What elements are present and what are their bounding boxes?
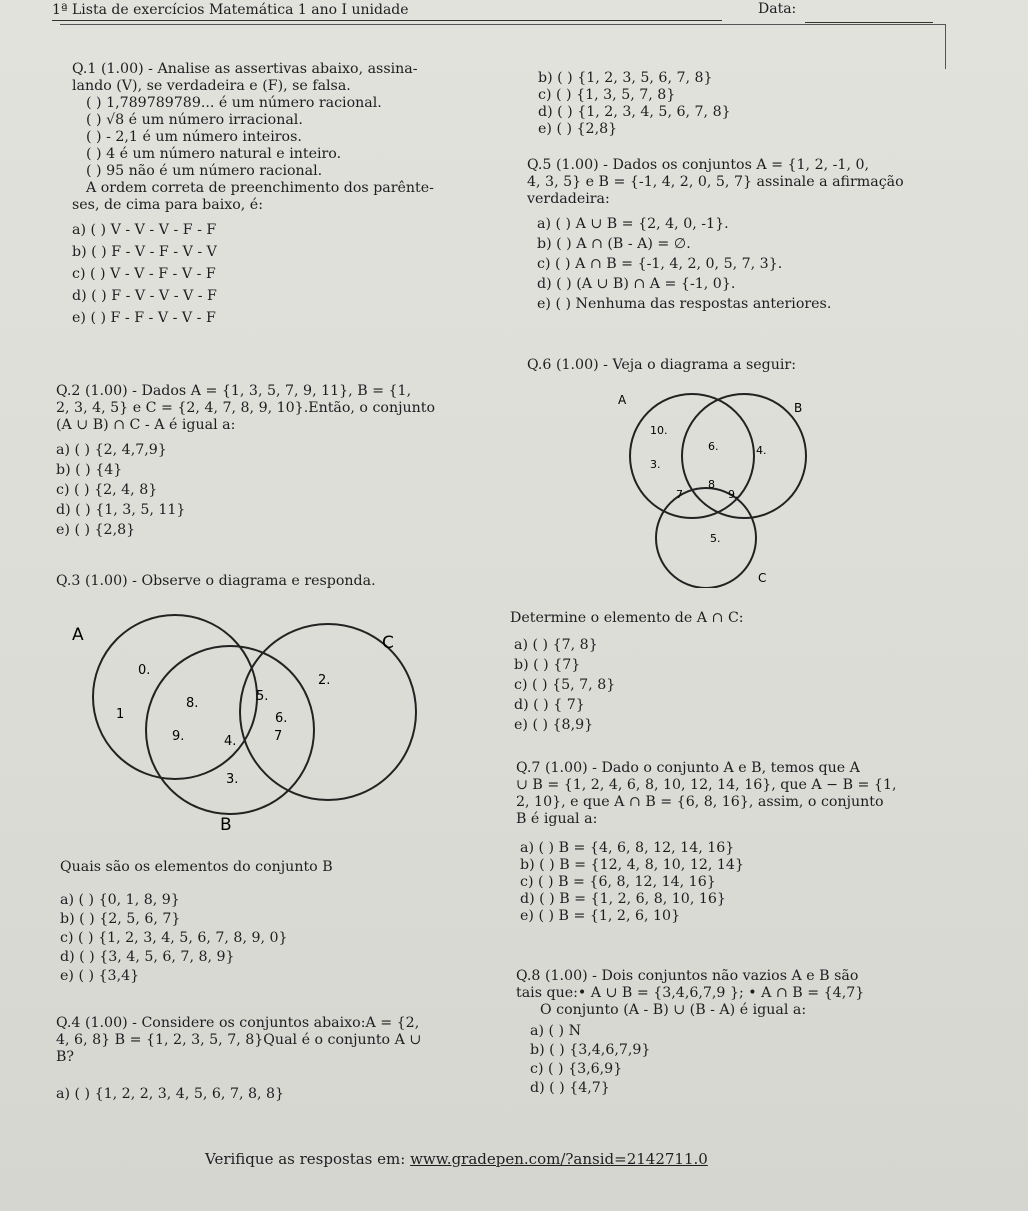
footer-text: Verifique as respostas em: [205, 1150, 411, 1168]
q7-option-c[interactable]: c) ( ) B = {6, 8, 12, 14, 16} [520, 874, 716, 890]
q6-option-d[interactable]: d) ( ) { 7} [514, 697, 585, 713]
q1-assertion: ( ) 1,789789789... é um número racional. [86, 95, 382, 111]
q8-option-c[interactable]: c) ( ) {3,6,9} [530, 1061, 623, 1077]
q2-option-c[interactable]: c) ( ) {2, 4, 8} [56, 482, 158, 498]
q4-option-a[interactable]: a) ( ) {1, 2, 2, 3, 4, 5, 6, 7, 8, 8} [56, 1086, 285, 1102]
q2-line: 2, 3, 4, 5} e C = {2, 4, 7, 8, 9, 10}.Então, o conjunto [56, 400, 436, 416]
q1-line: lando (V), se verdadeira e (F), se falsa. [72, 78, 351, 94]
question-3 [56, 573, 376, 590]
q5-line: 4, 3, 5} e B = {-1, 4, 2, 0, 5, 7} assinale a afirmação [527, 174, 904, 190]
q1-option-e2[interactable]: e) ( ) {2,8} [538, 121, 618, 137]
q1-option-a[interactable]: a) ( ) V - V - V - F - F [72, 222, 217, 238]
q2-line: (A ∪ B) ∩ C - A é igual a: [56, 417, 236, 433]
element-label: 7 [676, 488, 683, 501]
element-label: 8. [186, 696, 199, 711]
question-8 [516, 968, 996, 1097]
element-label: 10. [650, 424, 668, 437]
q7-line: ∪ B = {1, 2, 4, 6, 8, 10, 12, 14, 16}, que A − B = {1, [516, 777, 897, 793]
q1-line: Q.1 (1.00) - Analise as assertivas abaixo, assina- [72, 61, 418, 77]
element-label: 2. [318, 673, 331, 688]
q6-venn-diagram [608, 388, 828, 588]
question-5 [527, 157, 997, 313]
question-1-continued [538, 70, 958, 138]
set-a-circle [93, 615, 257, 779]
q7-option-b[interactable]: b) ( ) B = {12, 4, 8, 10, 12, 14} [520, 857, 744, 873]
q4-line: Q.4 (1.00) - Considere os conjuntos abaixo:A = {2, [56, 1015, 420, 1031]
q7-line: B é igual a: [516, 811, 598, 827]
q1-assertion: ( ) - 2,1 é um número inteiros. [86, 129, 302, 145]
element-label: 0. [138, 663, 151, 678]
element-label: 9. [728, 488, 739, 501]
q5-option-a[interactable]: a) ( ) A ∪ B = {2, 4, 0, -1}. [537, 216, 729, 232]
q7-option-d[interactable]: d) ( ) B = {1, 2, 6, 8, 10, 16} [520, 891, 726, 907]
q6-option-b[interactable]: b) ( ) {7} [514, 657, 581, 673]
q6-option-e[interactable]: e) ( ) {8,9} [514, 717, 594, 733]
date-field [805, 12, 933, 23]
answers-footer [205, 1150, 708, 1168]
question-1 [72, 61, 502, 327]
element-label: 5. [256, 689, 269, 704]
q1-option-e[interactable]: e) ( ) F - F - V - V - F [72, 310, 216, 326]
left-column [72, 61, 502, 327]
set-a-label: A [72, 625, 84, 645]
q2-option-a[interactable]: a) ( ) {2, 4,7,9} [56, 442, 167, 458]
set-b-circle [682, 394, 806, 518]
q3-question: Quais são os elementos do conjunto B [60, 859, 333, 875]
title-underline [52, 20, 722, 21]
element-label: 6. [708, 440, 719, 453]
q8-option-a[interactable]: a) ( ) N [530, 1023, 582, 1039]
set-b-label: B [794, 401, 803, 415]
set-a-label: A [618, 393, 627, 407]
question-7 [516, 760, 986, 925]
question-6 [527, 357, 796, 374]
q5-option-d[interactable]: d) ( ) (A ∪ B) ∩ A = {-1, 0}. [537, 276, 736, 292]
q1-option-b[interactable]: b) ( ) F - V - F - V - V [72, 244, 217, 260]
element-label: 4. [224, 734, 237, 749]
q1-instruction: ses, de cima para baixo, é: [72, 197, 263, 213]
q5-option-b[interactable]: b) ( ) A ∩ (B - A) = ∅. [537, 236, 691, 252]
q3-option-c[interactable]: c) ( ) {1, 2, 3, 4, 5, 6, 7, 8, 9, 0} [60, 930, 288, 946]
q2-option-d[interactable]: d) ( ) {1, 3, 5, 11} [56, 502, 186, 518]
q6-option-c[interactable]: c) ( ) {5, 7, 8} [514, 677, 616, 693]
q8-line: O conjunto (A - B) ∪ (B - A) é igual a: [540, 1002, 807, 1018]
set-c-circle [656, 488, 756, 588]
set-c-label: C [382, 633, 394, 653]
q8-option-d[interactable]: d) ( ) {4,7} [530, 1080, 610, 1096]
q3-option-d[interactable]: d) ( ) {3, 4, 5, 6, 7, 8, 9} [60, 949, 235, 965]
q7-option-a[interactable]: a) ( ) B = {4, 6, 8, 12, 14, 16} [520, 840, 735, 856]
q1-assertion: ( ) 95 não é um número racional. [86, 163, 323, 179]
element-label: 1 [116, 707, 125, 722]
q1-option-c2[interactable]: c) ( ) {1, 3, 5, 7, 8} [538, 87, 676, 103]
question-2 [56, 383, 496, 539]
q8-option-b[interactable]: b) ( ) {3,4,6,7,9} [530, 1042, 651, 1058]
q6-prompt: Q.6 (1.00) - Veja o diagrama a seguir: [527, 357, 796, 373]
q1-option-d[interactable]: d) ( ) F - V - V - V - F [72, 288, 217, 304]
q3-option-b[interactable]: b) ( ) {2, 5, 6, 7} [60, 911, 181, 927]
q8-line: Q.8 (1.00) - Dois conjuntos não vazios A e B são [516, 968, 859, 984]
q3-option-e[interactable]: e) ( ) {3,4} [60, 968, 140, 984]
q7-line: 2, 10}, e que A ∩ B = {6, 8, 16}, assim, o conjunto [516, 794, 884, 810]
q1-option-b2[interactable]: b) ( ) {1, 2, 3, 5, 6, 7, 8} [538, 70, 713, 86]
q3-prompt: Q.3 (1.00) - Observe o diagrama e responda. [56, 573, 376, 589]
q1-assertion: ( ) 4 é um número natural e inteiro. [86, 146, 342, 162]
question-4 [56, 1015, 506, 1103]
element-label: 9. [172, 729, 185, 744]
q8-line: tais que:• A ∪ B = {3,4,6,7,9 }; • A ∩ B = {4,7} [516, 985, 865, 1001]
element-label: 3. [226, 772, 239, 787]
q7-option-e[interactable]: e) ( ) B = {1, 2, 6, 10} [520, 908, 681, 924]
q3-option-a[interactable]: a) ( ) {0, 1, 8, 9} [60, 892, 180, 908]
q7-line: Q.7 (1.00) - Dado o conjunto A e B, temos que A [516, 760, 860, 776]
element-label: 7 [274, 729, 283, 744]
q1-option-d2[interactable]: d) ( ) {1, 2, 3, 4, 5, 6, 7, 8} [538, 104, 731, 120]
element-label: 5. [710, 532, 721, 545]
element-label: 6. [275, 711, 288, 726]
question-6-options [510, 610, 980, 734]
answers-link[interactable]: www.gradepen.com/?ansid=2142711.0 [410, 1150, 708, 1168]
element-label: 4. [756, 444, 767, 457]
q2-option-e[interactable]: e) ( ) {2,8} [56, 522, 136, 538]
q5-line: Q.5 (1.00) - Dados os conjuntos A = {1, 2, -1, 0, [527, 157, 870, 173]
question-3-options [60, 859, 500, 985]
date-label: Data: [758, 1, 797, 17]
q5-option-e[interactable]: e) ( ) Nenhuma das respostas anteriores. [537, 296, 832, 312]
element-label: 8 [708, 478, 715, 491]
q3-venn-diagram [60, 612, 430, 842]
q4-line: 4, 6, 8} B = {1, 2, 3, 5, 7, 8}Qual é o conjunto A ∪ [56, 1032, 422, 1048]
element-label: 3. [650, 458, 661, 471]
q1-assertion: ( ) √8 é um número irracional. [86, 112, 303, 128]
q5-line: verdadeira: [527, 191, 610, 207]
q6-question: Determine o elemento de A ∩ C: [510, 610, 744, 626]
set-b-label: B [220, 815, 232, 835]
set-c-label: C [758, 571, 767, 585]
q1-option-c[interactable]: c) ( ) V - V - F - V - F [72, 266, 216, 282]
q5-option-c[interactable]: c) ( ) A ∩ B = {-1, 4, 2, 0, 5, 7, 3}. [537, 256, 783, 272]
q4-line: B? [56, 1049, 75, 1065]
worksheet-title: 1ª Lista de exercícios Matemática 1 ano I unidade [52, 2, 409, 18]
q1-instruction: A ordem correta de preenchimento dos parênte- [86, 180, 434, 196]
q2-option-b[interactable]: b) ( ) {4} [56, 462, 123, 478]
q2-line: Q.2 (1.00) - Dados A = {1, 3, 5, 7, 9, 11}, B = {1, [56, 383, 412, 399]
q6-option-a[interactable]: a) ( ) {7, 8} [514, 637, 598, 653]
